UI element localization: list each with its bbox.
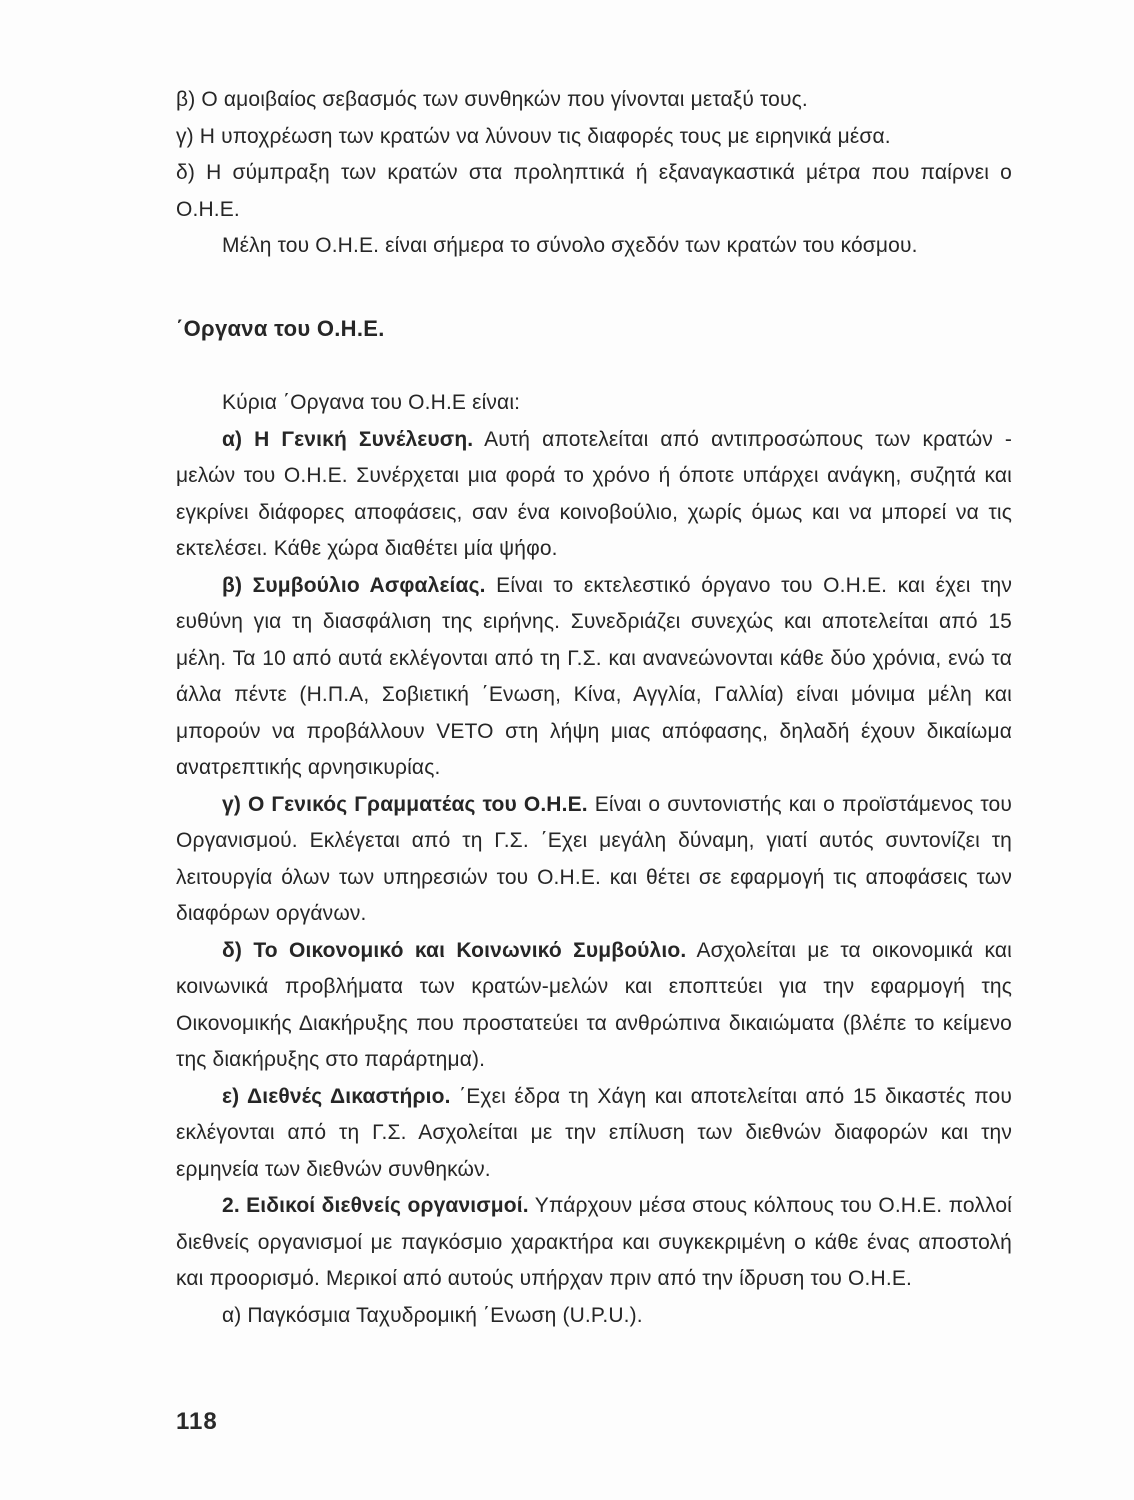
- text-column: [176, 82, 1012, 1334]
- intro-item-gamma: γ) Η υποχρέωση των κρατών να λύνουν τις διαφορές τους με ειρηνικά μέσα.: [176, 124, 891, 148]
- organ-title: γ) Ο Γενικός Γραμματέας του Ο.Η.Ε.: [222, 792, 588, 816]
- organ-security-council: [176, 568, 1012, 787]
- last-list-item: α) Παγκόσμια Ταχυδρομική ΄Ενωση (U.P.U.).: [222, 1303, 643, 1327]
- special-orgs-description: Υπάρχουν μέσα στους κόλπους του Ο.Η.Ε. πολλοί διεθνείς οργανισμοί με παγκόσμιο χαρακτήρα και συγκεκριμένη ο κάθε ένας αποστολή και προορισμό. Μερικοί από αυτούς υπήρχαν πριν από την ίδρυση του Ο.Η.Ε.: [176, 1194, 1012, 1290]
- intro-item-beta: β) Ο αμοιβαίος σεβασμός των συνθηκών που γίνονται μεταξύ τους.: [176, 88, 808, 111]
- organ-description: Είναι το εκτελεστικό όργανο του Ο.Η.Ε. και έχει την ευθύνη για τη διασφάλιση της ειρήνης. Συνεδριάζει συνεχώς και αποτελείται από 15 μέλη. Τα 10 από αυτά εκλέγονται από τη Γ.Σ. και ανανεώνονται κάθε δύο χρόνια, ενώ τα άλλα πέντε (Η.Π.Α, Σοβιετική ΄Ενωση, Κίνα, Αγγλία, Γαλλία) είναι μόνιμα μέλη και μπορούν να προβάλλουν VETO στη λήψη μιας απόφασης, δηλαδή έχουν δικαίωμα ανατρεπτικής αρνησικυρίας.: [176, 573, 1013, 779]
- special-orgs-title: 2. Ειδικοί διεθνείς οργανισμοί.: [222, 1194, 529, 1217]
- intro-item-delta: δ) Η σύμπραξη των κρατών στα προληπτικά ή εξαναγκαστικά μέτρα που παίρνει ο Ο.Η.Ε.: [176, 161, 1012, 221]
- organ-international-court: [176, 1079, 1012, 1189]
- organ-title: δ) Το Οικονομικό και Κοινωνικό Συμβούλιο.: [222, 938, 687, 962]
- special-organizations-paragraph: [176, 1188, 1012, 1298]
- organ-secretary-general: [176, 787, 1012, 933]
- organ-description: Αυτή αποτελείται από αντιπροσώπους των κρατών - μελών του Ο.Η.Ε. Συνέρχεται μια φορά το χρόνο ή όποτε υπάρχει ανάγκη, συζητά και εγκρίνει διάφορες αποφάσεις, σαν ένα κοινοβούλιο, χωρίς όμως και να μπορεί να τις εκτελέσει. Κάθε χώρα διαθέτει μία ψήφο.: [176, 427, 1012, 560]
- organ-title: ε) Διεθνές Δικαστήριο.: [222, 1084, 451, 1108]
- organ-description: Ασχολείται με τα οικονομικά και κοινωνικά προβλήματα των κρατών-μελών και εποπτεύει για την εφαρμογή της Οικονομικής Διακήρυξης που προστατεύει τα ανθρώπινα δικαιώματα (βλέπε το κείμενο της διακήρυξης στο παράρτημα).: [176, 938, 1012, 1071]
- organ-general-assembly: [176, 422, 1012, 568]
- organ-title: β) Συμβούλιο Ασφαλείας.: [222, 573, 486, 597]
- section-heading: ΄Οργανα του Ο.Η.Ε.: [176, 315, 385, 341]
- organ-economic-social-council: [176, 933, 1012, 1079]
- organ-description: Είναι ο συντονιστής και ο προϊστάμενος του Οργανισμού. Εκλέγεται από τη Γ.Σ. ΄Εχει μεγάλη δύναμη, γιατί αυτός συντονίζει τη λειτουργία όλων των υπηρεσιών του Ο.Η.Ε. και θέτει σε εφαρμογή τις αποφάσεις των διαφόρων οργάνων.: [176, 792, 1012, 925]
- organ-title: α) Η Γενική Συνέλευση.: [222, 427, 474, 451]
- organ-description: ΄Εχει έδρα τη Χάγη και αποτελείται από 15 δικαστές που εκλέγονται από τη Γ.Σ. Ασχολείται με την επίλυση των διεθνών διαφορών και την ερμηνεία των διεθνών συνθηκών.: [176, 1084, 1012, 1181]
- page-number: 118: [176, 1408, 218, 1435]
- members-paragraph: Μέλη του Ο.Η.Ε. είναι σήμερα το σύνολο σχεδόν των κρατών του κόσμου.: [222, 234, 918, 257]
- organs-intro: Κύρια ΄Οργανα του Ο.Η.Ε είναι:: [222, 391, 521, 414]
